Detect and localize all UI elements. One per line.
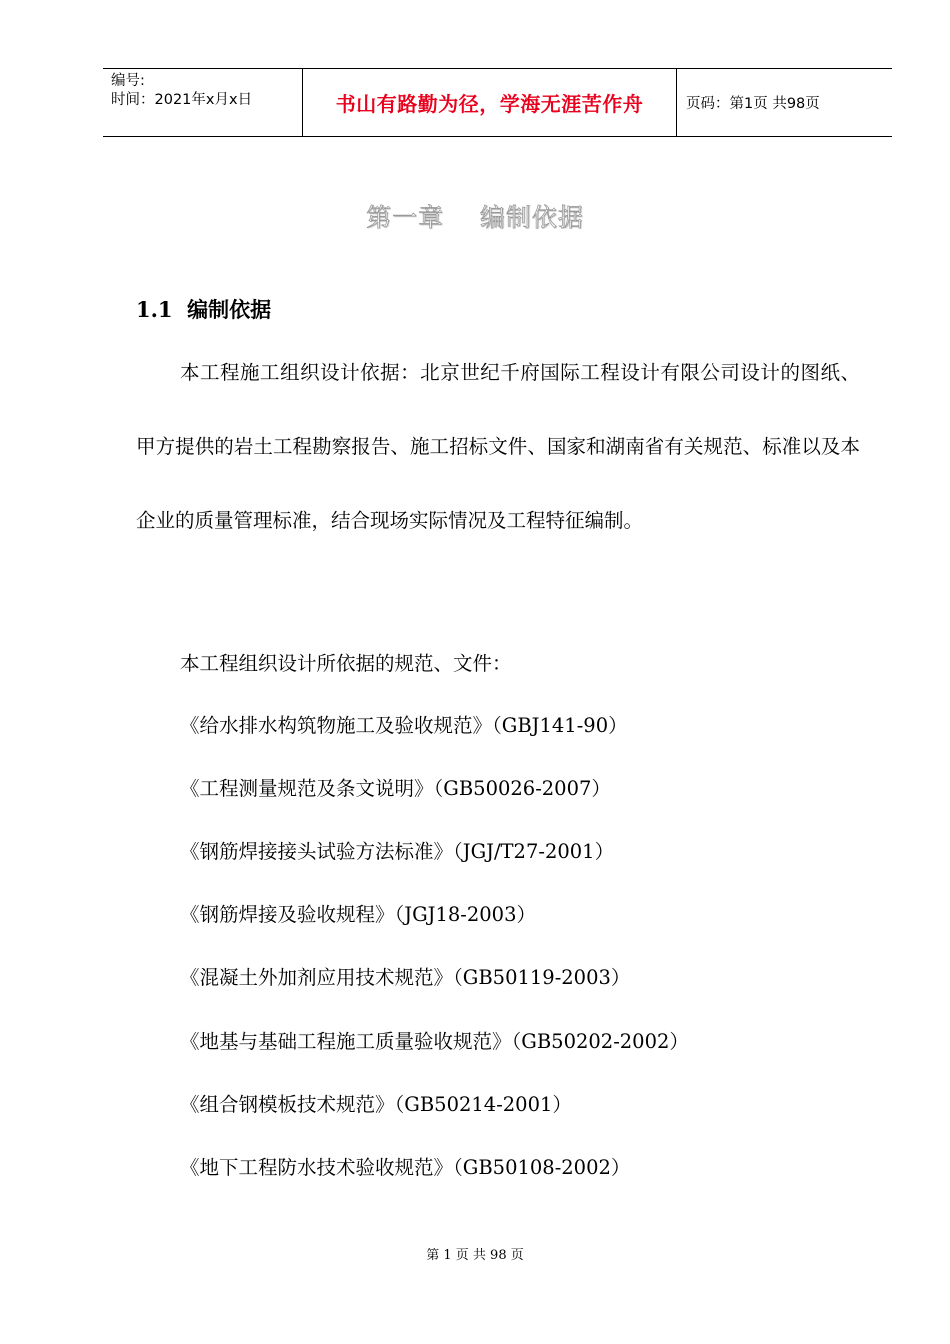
standard-item: 《地基与基础工程施工质量验收规范》（GB50202-2002） bbox=[180, 1030, 689, 1053]
page-header bbox=[103, 68, 892, 137]
standard-item: 《组合钢模板技术规范》（GB50214-2001） bbox=[180, 1093, 572, 1116]
document-time: 时间：2021年x月x日 bbox=[111, 92, 253, 108]
section-title: 1.1 编制依据 bbox=[136, 297, 272, 322]
standard-item: 《钢筋焊接接头试验方法标准》（JGJ/T27-2001） bbox=[180, 840, 615, 863]
intro-paragraph: 本工程施工组织设计依据：北京世纪千府国际工程设计有限公司设计的图纸、甲方提供的岩土工程勘察报告、施工招标文件、国家和湖南省有关规范、标准以及本企业的质量管理标准，结合现场实际情况及工程特征编制。 bbox=[136, 361, 860, 532]
header-page-info: 页码：第1页 共98页 bbox=[686, 96, 820, 112]
page-footer: 第 1 页 共 98 页 bbox=[426, 1248, 524, 1263]
standard-item: 《混凝土外加剂应用技术规范》（GB50119-2003） bbox=[180, 966, 631, 989]
header-motto: 书山有路勤为径，学海无涯苦作舟 bbox=[303, 69, 677, 136]
standard-item: 《地下工程防水技术验收规范》（GB50108-2002） bbox=[180, 1156, 631, 1179]
document-number-label: 编号: bbox=[111, 73, 145, 89]
standard-item: 《给水排水构筑物施工及验收规范》（GBJ141-90） bbox=[180, 714, 628, 737]
standard-item: 《钢筋焊接及验收规程》（JGJ18-2003） bbox=[180, 903, 536, 926]
list-intro: 本工程组织设计所依据的规范、文件： bbox=[180, 652, 512, 675]
chapter-title: 第一章 编制依据 bbox=[366, 203, 584, 232]
standard-item: 《工程测量规范及条文说明》（GB50026-2007） bbox=[180, 777, 611, 800]
header-meta bbox=[103, 69, 303, 136]
